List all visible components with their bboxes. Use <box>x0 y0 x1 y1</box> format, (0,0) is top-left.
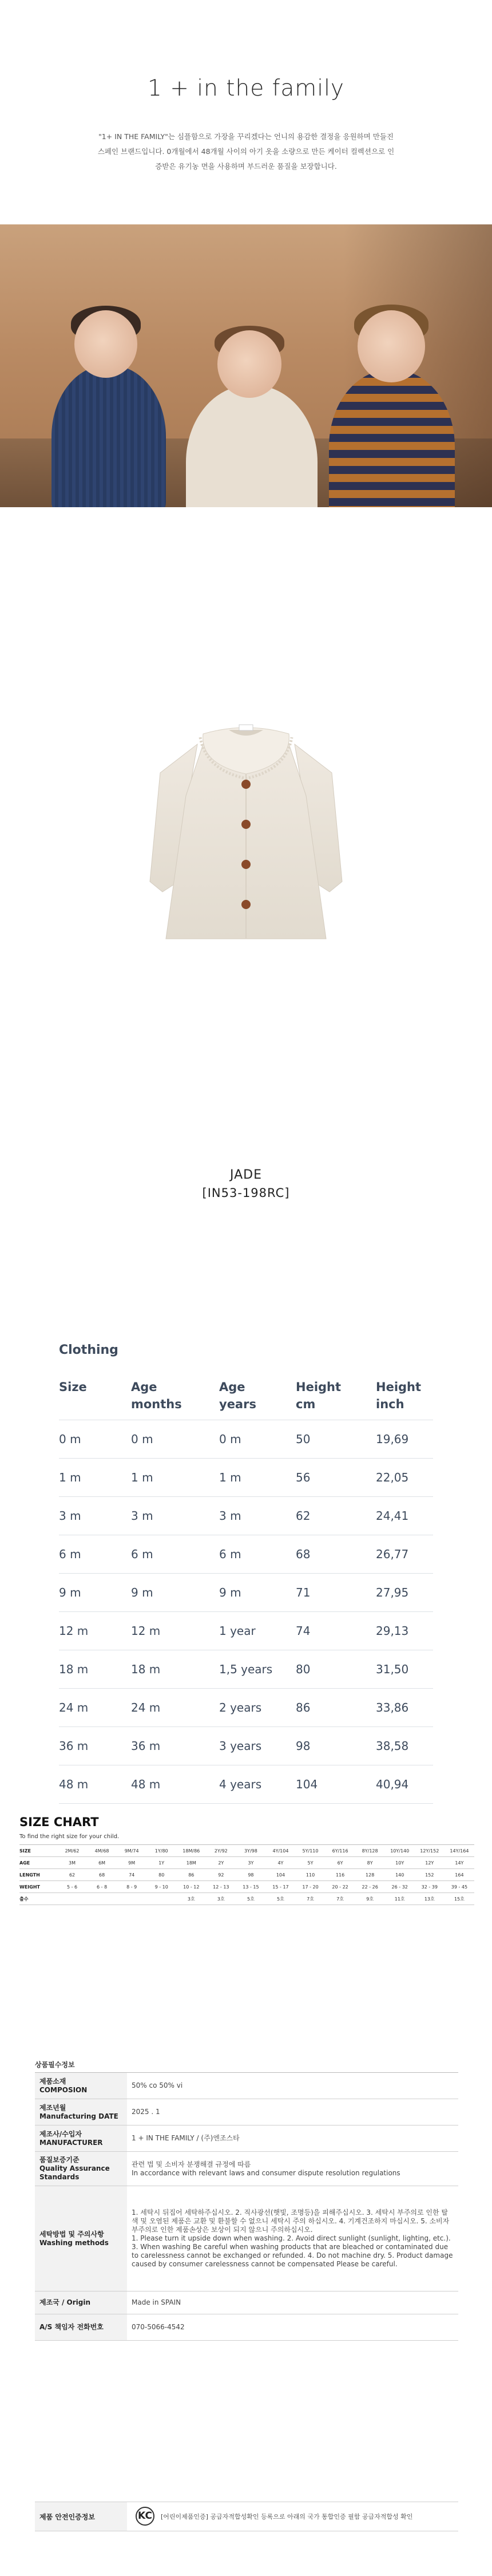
size-chart-cell: 26 - 32 <box>385 1881 415 1893</box>
clothing-cell: 50 <box>296 1420 376 1459</box>
size-chart-cell: 2M/62 <box>57 1845 87 1857</box>
size-chart-cell: 6M <box>87 1857 117 1869</box>
size-chart-cell: 14Y/164 <box>445 1845 474 1857</box>
size-chart-cell: 116 <box>326 1869 355 1881</box>
clothing-size-table <box>59 1370 433 1804</box>
size-chart-cell: 39 - 45 <box>445 1881 474 1893</box>
size-chart-subheading: To find the right size for your child. <box>19 1834 120 1840</box>
size-chart-cell: 5 - 6 <box>57 1881 87 1893</box>
size-chart-cell: 5호 <box>236 1893 265 1905</box>
size-chart-cell: 10Y/140 <box>385 1845 415 1857</box>
size-chart-cell: 80 <box>146 1869 176 1881</box>
clothing-row <box>59 1689 433 1727</box>
size-chart-cell: 10 - 12 <box>176 1881 206 1893</box>
clothing-cell: 12 m <box>59 1612 131 1650</box>
size-chart-cell: 9M <box>117 1857 146 1869</box>
clothing-cell: 0 m <box>219 1420 296 1459</box>
size-chart-row-label: 출수 <box>19 1893 57 1905</box>
notice-label: 제조국 / Origin <box>35 2291 127 2314</box>
size-chart-cell: 8Y/128 <box>355 1845 385 1857</box>
size-chart-cell: 5Y <box>296 1857 326 1869</box>
size-chart-cell: 74 <box>117 1869 146 1881</box>
size-chart-cell: 140 <box>385 1869 415 1881</box>
notice-label: A/S 책임자 전화번호 <box>35 2314 127 2341</box>
child-figure-middle <box>186 330 318 507</box>
size-chart-cell <box>57 1893 87 1905</box>
size-chart-cell: 62 <box>57 1869 87 1881</box>
notice-row <box>35 2073 458 2099</box>
size-chart-cell: 3Y <box>236 1857 265 1869</box>
notice-label: 제조사/수입자 MANUFACTURER <box>35 2125 127 2152</box>
clothing-row <box>59 1535 433 1574</box>
notice-label: 제품소재 COMPOSION <box>35 2073 127 2099</box>
clothing-cell: 71 <box>296 1574 376 1612</box>
clothing-cell: 9 m <box>219 1574 296 1612</box>
notice-value: 관련 법 및 소비자 분쟁해결 규정에 따름 In accordance with relevant laws and consumer dispute resolution regulations <box>127 2152 458 2186</box>
size-chart-row-label: SIZE <box>19 1845 57 1857</box>
notice-row <box>35 2291 458 2314</box>
notice-row <box>35 2125 458 2152</box>
size-chart-cell: 8 - 9 <box>117 1881 146 1893</box>
notice-heading: 상품필수정보 <box>35 2061 75 2069</box>
size-chart-cell: 92 <box>206 1869 236 1881</box>
clothing-cell: 56 <box>296 1459 376 1497</box>
clothing-cell: 98 <box>296 1727 376 1765</box>
clothing-cell: 19,69 <box>376 1420 433 1459</box>
clothing-cell: 27,95 <box>376 1574 433 1612</box>
clothing-row <box>59 1497 433 1535</box>
clothing-cell: 0 m <box>131 1420 219 1459</box>
size-chart-cell: 4M/68 <box>87 1845 117 1857</box>
size-chart-cell: 68 <box>87 1869 117 1881</box>
clothing-cell: 22,05 <box>376 1459 433 1497</box>
clothing-cell: 86 <box>296 1689 376 1727</box>
col-header-age-years: Age years <box>219 1370 296 1420</box>
brand-title: 1 + in the family <box>147 76 344 101</box>
clothing-row <box>59 1765 433 1804</box>
notice-value: 2025 . 1 <box>127 2099 458 2125</box>
size-chart-cell: 10Y <box>385 1857 415 1869</box>
size-chart-cell <box>146 1893 176 1905</box>
clothing-cell: 3 m <box>219 1497 296 1535</box>
clothing-cell: 48 m <box>131 1765 219 1804</box>
notice-value: 070-5066-4542 <box>127 2314 458 2341</box>
size-chart-row <box>19 1881 474 1893</box>
size-chart-cell <box>117 1893 146 1905</box>
clothing-cell: 12 m <box>131 1612 219 1650</box>
size-chart-cell: 6Y/116 <box>326 1845 355 1857</box>
clothing-table-body <box>59 1420 433 1804</box>
clothing-cell: 1,5 years <box>219 1650 296 1689</box>
size-chart-cell: 12 - 13 <box>206 1881 236 1893</box>
size-chart-cell: 3Y/98 <box>236 1845 265 1857</box>
size-chart-body <box>19 1845 474 1905</box>
lifestyle-photo <box>0 224 492 507</box>
notice-value: Made in SPAIN <box>127 2291 458 2314</box>
product-code: [IN53-198RC] <box>202 1186 290 1200</box>
clothing-cell: 62 <box>296 1497 376 1535</box>
size-chart-row <box>19 1869 474 1881</box>
size-chart-cell: 2Y <box>206 1857 236 1869</box>
size-chart-cell: 2Y/92 <box>206 1845 236 1857</box>
clothing-cell: 1 m <box>219 1459 296 1497</box>
size-chart-heading: SIZE CHART <box>19 1815 99 1829</box>
clothing-cell: 6 m <box>131 1535 219 1574</box>
brand-intro: "1+ IN THE FAMILY"는 심플함으로 가장을 꾸리겠다는 언니의 용감한 결정을 응원하며 만들진 스페인 브랜드입니다. 0개월에서 48개월 사이의 아기 옷을 소량으로 만든 케이터 컬렉션으로 인증받은 유기농 면을 사용하며 부드러운 품질을 보장합니다. <box>97 132 395 171</box>
kc-mark-icon: KC <box>136 2507 154 2526</box>
size-chart-cell: 8Y <box>355 1857 385 1869</box>
clothing-cell: 0 m <box>59 1420 131 1459</box>
clothing-cell: 31,50 <box>376 1650 433 1689</box>
size-chart-cell: 3호 <box>206 1893 236 1905</box>
size-chart-row-label: WEIGHT <box>19 1881 57 1893</box>
col-header-height-cm: Height cm <box>296 1370 376 1420</box>
size-chart-cell: 20 - 22 <box>326 1881 355 1893</box>
size-chart-cell: 128 <box>355 1869 385 1881</box>
size-chart-cell: 11호 <box>385 1893 415 1905</box>
size-chart-cell: 1Y/80 <box>146 1845 176 1857</box>
clothing-cell: 33,86 <box>376 1689 433 1727</box>
size-chart-row <box>19 1857 474 1869</box>
size-chart-cell: 5Y/110 <box>296 1845 326 1857</box>
child-figure-right <box>329 310 455 507</box>
size-chart-row-label: LENGTH <box>19 1869 57 1881</box>
size-chart-cell: 4Y/104 <box>265 1845 295 1857</box>
notice-value: 1. 세탁시 뒤집어 세탁하주십시오. 2. 직사광선(햇빛, 조명등)을 피해주십시오. 3. 세탁시 부주의로 인한 탈색 및 오염된 제품은 교환 및 환불할 수 없으니 세탁시 주의 하십시오. 4. 기계건조하지 마십시오. 5. 소비자부주의로 인한 제품손상은 보상이 되지 않으니 주의하십시오. 1. Please turn it upside down when washing. 2. Avoid direct sunlight (sunlight, lighting, etc.). 3. When washing Be careful when washing products that are bleached or contaminated due to carelessness cannot be exchanged or refunded. 4. Do not machine dry. 5. Product damage caused by consumer carelessness cannot be compensated Please be careful. <box>127 2186 458 2291</box>
clothing-cell: 26,77 <box>376 1535 433 1574</box>
clothing-cell: 2 years <box>219 1689 296 1727</box>
size-chart-table <box>19 1844 474 1905</box>
size-chart-cell: 1Y <box>146 1857 176 1869</box>
clothing-cell: 68 <box>296 1535 376 1574</box>
size-chart-cell: 4Y <box>265 1857 295 1869</box>
safety-cert-row <box>35 2502 458 2531</box>
clothing-cell: 9 m <box>131 1574 219 1612</box>
size-chart-cell: 14Y <box>445 1857 474 1869</box>
clothing-cell: 3 years <box>219 1727 296 1765</box>
clothing-row <box>59 1727 433 1765</box>
size-chart-cell: 7호 <box>296 1893 326 1905</box>
size-chart-cell: 6 - 8 <box>87 1881 117 1893</box>
product-photo <box>143 710 349 950</box>
col-header-size: Size <box>59 1370 131 1420</box>
clothing-cell: 6 m <box>59 1535 131 1574</box>
clothing-cell: 6 m <box>219 1535 296 1574</box>
size-chart-cell: 13호 <box>415 1893 445 1905</box>
size-chart-cell: 22 - 26 <box>355 1881 385 1893</box>
clothing-cell: 104 <box>296 1765 376 1804</box>
clothing-cell: 24 m <box>131 1689 219 1727</box>
clothing-cell: 18 m <box>131 1650 219 1689</box>
size-chart-cell: 152 <box>415 1869 445 1881</box>
clothing-cell: 40,94 <box>376 1765 433 1804</box>
size-chart-cell <box>87 1893 117 1905</box>
size-chart-row <box>19 1893 474 1905</box>
clothing-cell: 80 <box>296 1650 376 1689</box>
clothing-cell: 1 m <box>131 1459 219 1497</box>
notice-value: 50% co 50% vi <box>127 2073 458 2099</box>
col-header-height-inch: Height inch <box>376 1370 433 1420</box>
size-chart-cell: 18M/86 <box>176 1845 206 1857</box>
clothing-cell: 74 <box>296 1612 376 1650</box>
clothing-cell: 3 m <box>131 1497 219 1535</box>
clothing-row <box>59 1574 433 1612</box>
child-figure-left <box>51 310 166 507</box>
notice-label: 품질보증기준 Quality Assurance Standards <box>35 2152 127 2186</box>
safety-cert-label: 제품 안전인증정보 <box>35 2502 127 2531</box>
size-chart-cell: 104 <box>265 1869 295 1881</box>
notice-row <box>35 2186 458 2291</box>
clothing-header-row <box>59 1370 433 1420</box>
safety-cert-text: [어린이제품인증] 공급자적합성확인 등록으로 아래의 국가 통합인증 필함 공급자적합성 확인 <box>161 2513 413 2520</box>
size-chart-cell: 3호 <box>176 1893 206 1905</box>
clothing-cell: 1 m <box>59 1459 131 1497</box>
notice-label: 제조년월 Manufacturing DATE <box>35 2099 127 2125</box>
size-chart-cell: 98 <box>236 1869 265 1881</box>
clothing-row <box>59 1612 433 1650</box>
size-chart-cell: 5호 <box>265 1893 295 1905</box>
size-chart-row-label: AGE <box>19 1857 57 1869</box>
size-chart-cell: 3M <box>57 1857 87 1869</box>
size-chart-cell: 15 - 17 <box>265 1881 295 1893</box>
clothing-cell: 3 m <box>59 1497 131 1535</box>
product-notice-table <box>35 2072 458 2341</box>
clothing-cell: 29,13 <box>376 1612 433 1650</box>
col-header-age-months: Age months <box>131 1370 219 1420</box>
clothing-cell: 24 m <box>59 1689 131 1727</box>
clothing-heading: Clothing <box>59 1343 118 1357</box>
clothing-row <box>59 1650 433 1689</box>
size-chart-cell: 6Y <box>326 1857 355 1869</box>
clothing-row <box>59 1420 433 1459</box>
clothing-cell: 36 m <box>59 1727 131 1765</box>
clothing-cell: 48 m <box>59 1765 131 1804</box>
size-chart-cell: 164 <box>445 1869 474 1881</box>
clothing-cell: 4 years <box>219 1765 296 1804</box>
clothing-cell: 18 m <box>59 1650 131 1689</box>
size-chart-cell: 15호 <box>445 1893 474 1905</box>
notice-label: 세탁방법 및 주의사항 Washing methods <box>35 2186 127 2291</box>
size-chart-cell: 9M/74 <box>117 1845 146 1857</box>
size-chart-cell: 110 <box>296 1869 326 1881</box>
size-chart-cell: 9호 <box>355 1893 385 1905</box>
size-chart-cell: 7호 <box>326 1893 355 1905</box>
clothing-cell: 38,58 <box>376 1727 433 1765</box>
product-name: JADE <box>230 1168 262 1182</box>
notice-body <box>35 2073 458 2341</box>
size-chart-cell: 18M <box>176 1857 206 1869</box>
size-chart-cell: 9 - 10 <box>146 1881 176 1893</box>
clothing-cell: 24,41 <box>376 1497 433 1535</box>
size-chart-cell: 12Y/152 <box>415 1845 445 1857</box>
notice-row <box>35 2099 458 2125</box>
clothing-cell: 9 m <box>59 1574 131 1612</box>
notice-row <box>35 2152 458 2186</box>
size-chart-cell: 32 - 39 <box>415 1881 445 1893</box>
size-chart-cell: 17 - 20 <box>296 1881 326 1893</box>
size-chart-cell: 13 - 15 <box>236 1881 265 1893</box>
size-chart-row <box>19 1845 474 1857</box>
clothing-row <box>59 1459 433 1497</box>
size-chart-cell: 86 <box>176 1869 206 1881</box>
notice-value: 1 + IN THE FAMILY / (주)엔조스타 <box>127 2125 458 2152</box>
size-chart-cell: 12Y <box>415 1857 445 1869</box>
notice-row <box>35 2314 458 2341</box>
clothing-cell: 36 m <box>131 1727 219 1765</box>
clothing-cell: 1 year <box>219 1612 296 1650</box>
